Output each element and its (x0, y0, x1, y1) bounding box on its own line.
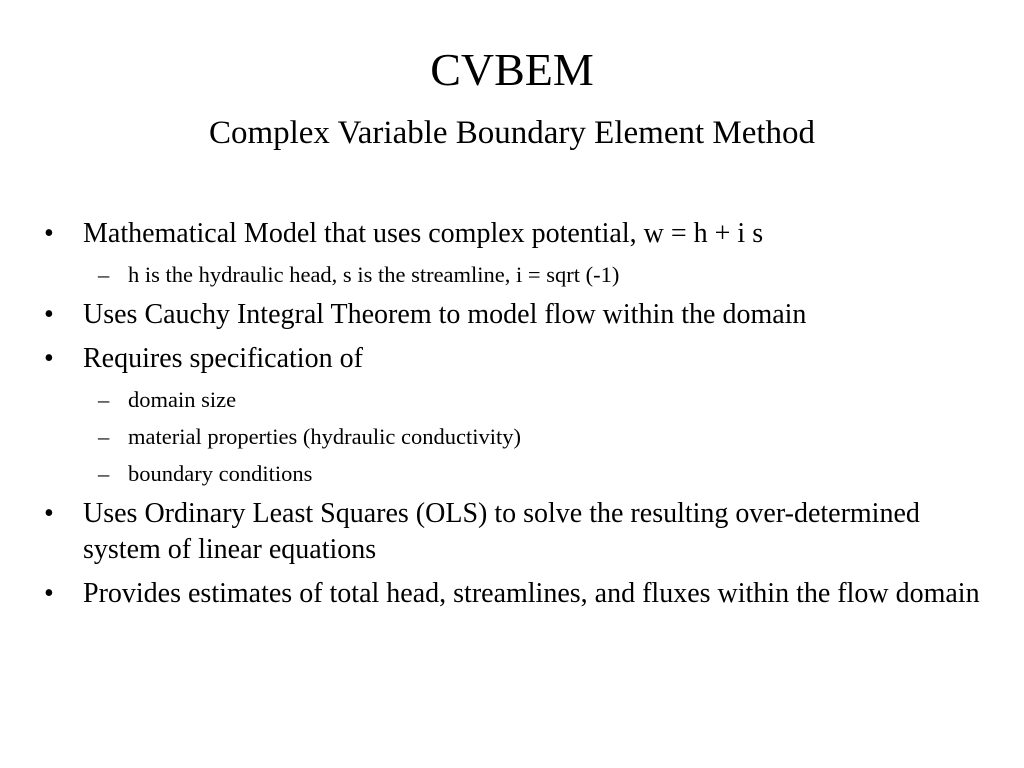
bullet-item (0, 576, 1024, 612)
sub-bullet-item (0, 422, 1024, 452)
slide-subtitle: Complex Variable Boundary Element Method (208, 115, 816, 151)
bullet-text: Requires specification of (83, 343, 363, 374)
bullet-marker: • (44, 578, 54, 609)
sub-bullet-text: boundary conditions (128, 461, 313, 486)
bullet-marker: • (44, 218, 54, 249)
sub-bullet-marker: – (98, 262, 110, 287)
bullet-item (0, 216, 1024, 252)
bullet-text: Mathematical Model that uses complex potential, w = h + i s (83, 218, 764, 249)
sub-bullet-marker: – (98, 387, 110, 412)
bullet-text: Uses Ordinary Least Squares (OLS) to solve the resulting over-determined system of linear equations (83, 498, 920, 565)
sub-bullet-marker: – (98, 461, 110, 486)
bullet-item (0, 496, 1024, 568)
sub-bullet-marker: – (98, 424, 110, 449)
slide-title: CVBEM (430, 44, 594, 95)
sub-bullet-text: h is the hydraulic head, s is the streamline, i = sqrt (-1) (128, 262, 620, 287)
sub-bullet-text: domain size (128, 387, 237, 412)
sub-bullet-text: material properties (hydraulic conductivity) (128, 424, 521, 449)
sub-bullet-item (0, 385, 1024, 415)
sub-bullet-item (0, 459, 1024, 489)
bullet-marker: • (44, 299, 54, 330)
sub-bullet-item (0, 260, 1024, 290)
bullet-marker: • (44, 498, 54, 529)
bullet-text: Uses Cauchy Integral Theorem to model flow within the domain (83, 299, 807, 330)
bullet-item (0, 297, 1024, 333)
bullet-marker: • (44, 343, 54, 374)
bullet-item (0, 341, 1024, 377)
bullet-list (0, 216, 1024, 620)
bullet-text: Provides estimates of total head, streamlines, and fluxes within the flow domain (83, 578, 980, 609)
